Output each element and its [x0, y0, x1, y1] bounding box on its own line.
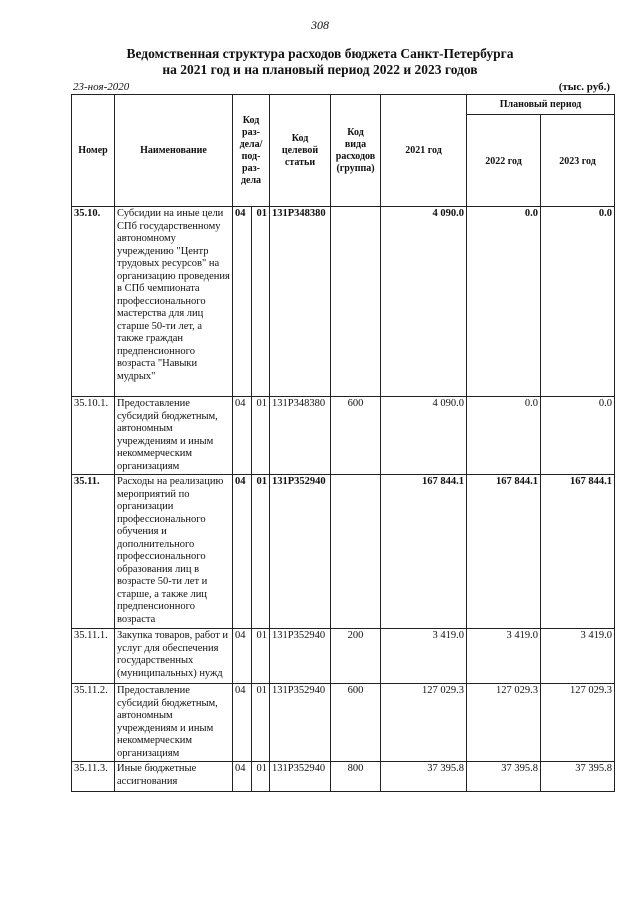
- header-year-2021: 2021 год: [381, 95, 467, 207]
- row-2021: 127 029.3: [381, 684, 467, 762]
- row-target-code: 131P352940: [270, 762, 331, 792]
- row-section: 04: [233, 684, 252, 762]
- row-subsection: 01: [252, 762, 270, 792]
- row-2021: 3 419.0: [381, 629, 467, 684]
- row-2022: 167 844.1: [467, 475, 541, 629]
- row-number: 35.11.1.: [72, 629, 115, 684]
- document-title-line-2: на 2021 год и на плановый период 2022 и 2023 годов: [162, 62, 478, 77]
- header-type-line: Код: [347, 126, 364, 138]
- row-2022: 127 029.3: [467, 684, 541, 762]
- row-number: 35.11.2.: [72, 684, 115, 762]
- table-row: [72, 629, 615, 684]
- row-expense-type: [331, 475, 381, 629]
- row-subsection: 01: [252, 207, 270, 397]
- row-target-code: 131P352940: [270, 475, 331, 629]
- row-2021: 4 090.0: [381, 397, 467, 475]
- row-expense-type: 600: [331, 684, 381, 762]
- table-row: [72, 762, 615, 792]
- header-section-line: раз-: [242, 126, 260, 138]
- row-subsection: 01: [252, 475, 270, 629]
- row-name: Иные бюджетные ассигнования: [115, 762, 233, 792]
- row-number: 35.10.: [72, 207, 115, 397]
- table-row: [72, 475, 615, 629]
- header-year-2023: 2023 год: [541, 115, 615, 207]
- row-2023: 167 844.1: [541, 475, 615, 629]
- row-subsection: 01: [252, 684, 270, 762]
- row-subsection: 01: [252, 629, 270, 684]
- row-number: 35.11.3.: [72, 762, 115, 792]
- document-title: [0, 46, 640, 78]
- row-target-code: 131P348380: [270, 397, 331, 475]
- row-target-code: 131P352940: [270, 629, 331, 684]
- row-section: 04: [233, 475, 252, 629]
- header-section-line: под-: [241, 150, 261, 162]
- header-section-line: раз-: [242, 162, 260, 174]
- header-type-line: вида: [344, 138, 367, 150]
- row-2022: 0.0: [467, 207, 541, 397]
- document-title-line-1: Ведомственная структура расходов бюджета Санкт-Петербурга: [126, 46, 514, 61]
- row-target-code: 131P352940: [270, 684, 331, 762]
- budget-table: [71, 94, 615, 792]
- row-2022: 0.0: [467, 397, 541, 475]
- row-section: 04: [233, 762, 252, 792]
- row-section: 04: [233, 629, 252, 684]
- row-name: Субсидии на иные цели СПб государственному автономному учреждению "Центр трудовых ресурсов" на организацию проведения в СПб чемпионата профессионального мастерства для лиц старше 50-ти лет, а также граждан предпенсионного возраста "Навыки мудрых": [115, 207, 233, 397]
- table-row: [72, 207, 615, 397]
- row-subsection: 01: [252, 397, 270, 475]
- header-section-code: [233, 95, 270, 207]
- header-name: Наименование: [115, 95, 233, 207]
- table-row: [72, 397, 615, 475]
- header-year-2022: 2022 год: [467, 115, 541, 207]
- header-section-line: Код: [242, 114, 260, 126]
- document-date: 23-ноя-2020: [73, 81, 130, 93]
- row-2021: 37 395.8: [381, 762, 467, 792]
- row-target-code: 131P348380: [270, 207, 331, 397]
- row-expense-type: 200: [331, 629, 381, 684]
- row-name: Предоставление субсидий бюджетным, автономным учреждениям и иным некоммерческим организациям: [115, 397, 233, 475]
- row-2022: 37 395.8: [467, 762, 541, 792]
- row-2023: 0.0: [541, 207, 615, 397]
- table-header: [72, 95, 615, 207]
- units-label: (тыс. руб.): [558, 81, 610, 93]
- header-target-line: целевой: [281, 144, 319, 156]
- header-target-line: Код: [291, 132, 309, 144]
- row-name: Предоставление субсидий бюджетным, автономным учреждениям и иным некоммерческим организациям: [115, 684, 233, 762]
- header-planned-period: Плановый период: [467, 95, 615, 115]
- header-type-line: (группа): [336, 162, 375, 174]
- row-name: Закупка товаров, работ и услуг для обеспечения государственных (муниципальных) нужд: [115, 629, 233, 684]
- header-type-line: расходов: [335, 150, 376, 162]
- row-2023: 37 395.8: [541, 762, 615, 792]
- header-target-code: [270, 95, 331, 207]
- row-expense-type: 600: [331, 397, 381, 475]
- header-section-line: дела: [240, 174, 262, 186]
- row-number: 35.10.1.: [72, 397, 115, 475]
- page-number: 308: [311, 18, 329, 32]
- header-target-line: статьи: [284, 156, 316, 168]
- row-section: 04: [233, 397, 252, 475]
- row-2022: 3 419.0: [467, 629, 541, 684]
- row-name: Расходы на реализацию мероприятий по организации профессионального обучения и дополнительного профессионального образования лиц в возрасте 50-ти лет и старше, а также лиц предпенсионного возраста: [115, 475, 233, 629]
- row-section: 04: [233, 207, 252, 397]
- row-2021: 4 090.0: [381, 207, 467, 397]
- header-section-line: дела/: [239, 138, 263, 150]
- row-2021: 167 844.1: [381, 475, 467, 629]
- row-2023: 0.0: [541, 397, 615, 475]
- row-2023: 3 419.0: [541, 629, 615, 684]
- table-body: [72, 207, 615, 792]
- header-expense-type: [331, 95, 381, 207]
- header-number: Номер: [72, 95, 115, 207]
- row-number: 35.11.: [72, 475, 115, 629]
- table-row: [72, 684, 615, 762]
- row-expense-type: 800: [331, 762, 381, 792]
- row-2023: 127 029.3: [541, 684, 615, 762]
- row-expense-type: [331, 207, 381, 397]
